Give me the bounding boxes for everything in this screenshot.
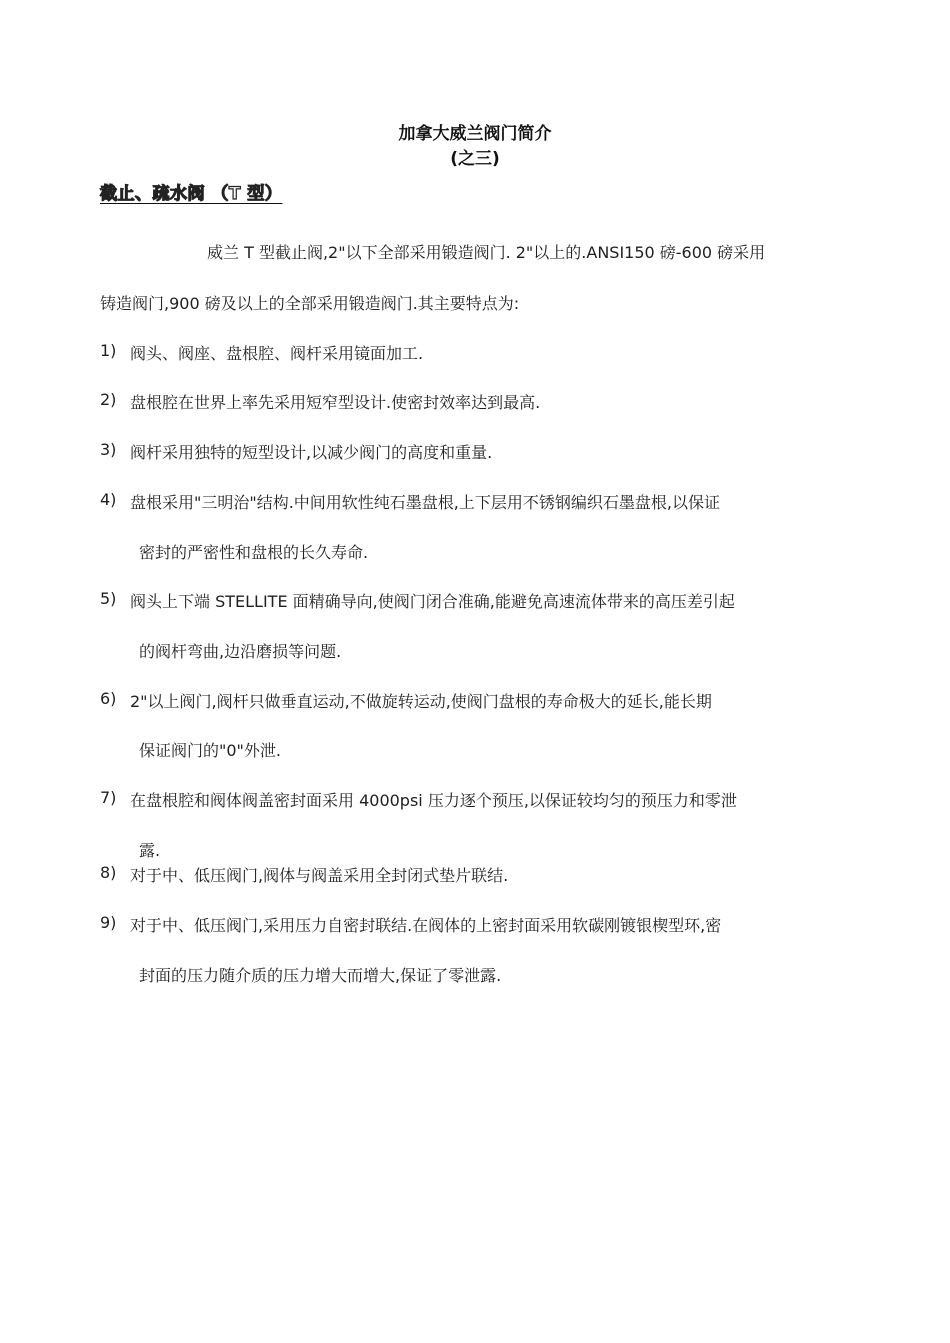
section-heading: 截止、疏水阀 （T 型） <box>100 184 283 204</box>
item-text: 对于中、低压阀门,采用压力自密封联结.在阀体的上密封面采用软碳刚镀银楔型环,密 <box>130 916 722 935</box>
intro-line-2: 铸造阀门,900 磅及以上的全部采用锻造阀门.其主要特点为: <box>100 294 520 313</box>
item-text: 2"以上阀门,阀杆只做垂直运动,不做旋转运动,使阀门盘根的寿命极大的延长,能长期 <box>130 692 712 711</box>
item-number: 2) <box>100 390 117 409</box>
item-number: 1) <box>100 341 117 360</box>
item-text-continued: 露. <box>139 841 161 860</box>
item-text: 在盘根腔和阀体阀盖密封面采用 4000psi 压力逐个预压,以保证较均匀的预压力和零泄 <box>130 791 737 810</box>
item-text: 阀杆采用独特的短型设计,以减少阀门的高度和重量. <box>130 443 493 462</box>
document-title: 加拿大威兰阀门简介 <box>398 124 552 144</box>
item-text-continued: 保证阀门的"0"外泄. <box>139 741 281 760</box>
item-text: 阀头上下端 STELLITE 面精确导向,使阀门闭合准确,能避免高速流体带来的高压差引起 <box>130 592 735 611</box>
item-number: 4) <box>100 490 117 509</box>
item-number: 3) <box>100 440 117 459</box>
item-text: 阀头、阀座、盘根腔、阀杆采用镜面加工. <box>130 344 424 363</box>
item-text-continued: 的阀杆弯曲,边沿磨损等问题. <box>139 642 342 661</box>
item-number: 9) <box>100 913 117 932</box>
intro-line-1: 威兰 T 型截止阀,2"以下全部采用锻造阀门. 2"以上的.ANSI150 磅-600 磅采用 <box>207 243 766 262</box>
item-text: 盘根采用"三明治"结构.中间用软性纯石墨盘根,上下层用不锈钢编织石墨盘根,以保证 <box>130 493 720 512</box>
item-number: 5) <box>100 589 117 608</box>
item-number: 8) <box>100 863 117 882</box>
document-subtitle: (之三) <box>450 149 500 169</box>
item-text-continued: 封面的压力随介质的压力增大而增大,保证了零泄露. <box>139 966 502 985</box>
item-text: 对于中、低压阀门,阀体与阀盖采用全封闭式垫片联结. <box>130 866 509 885</box>
item-number: 7) <box>100 788 117 807</box>
item-text-continued: 密封的严密性和盘根的长久寿命. <box>139 543 369 562</box>
item-text: 盘根腔在世界上率先采用短窄型设计.使密封效率达到最高. <box>130 393 541 412</box>
item-number: 6) <box>100 689 117 708</box>
